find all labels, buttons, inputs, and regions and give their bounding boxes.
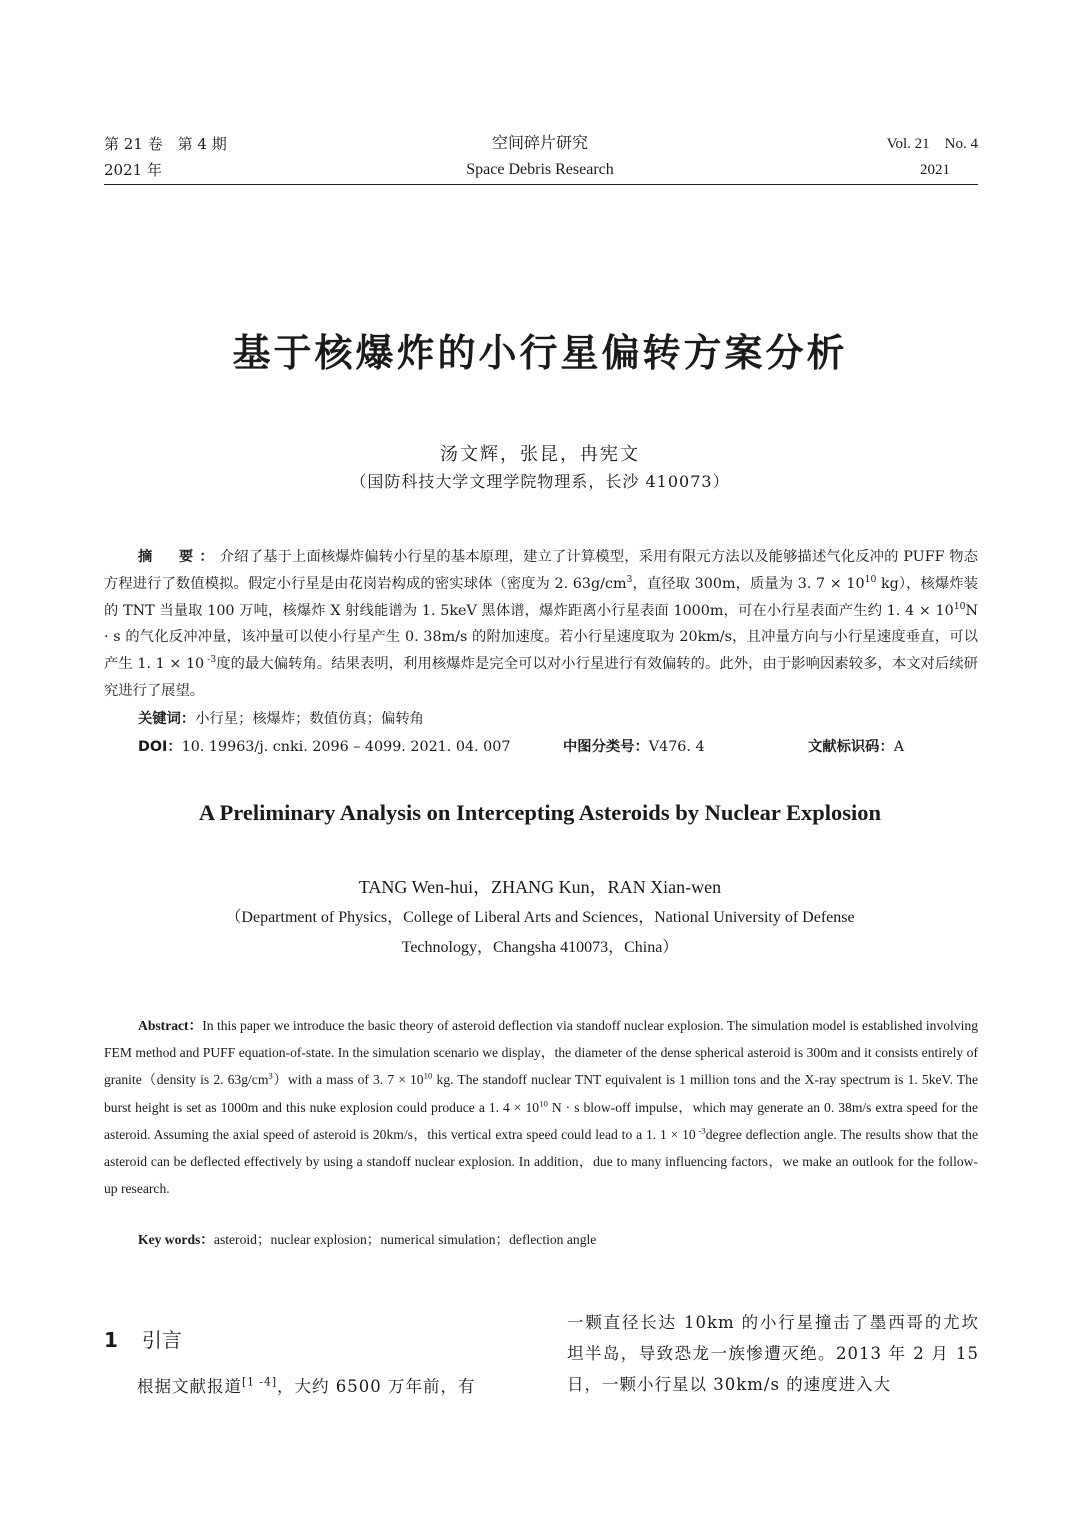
citation[interactable]: [1 -4] bbox=[242, 1375, 278, 1389]
abstract-cn bbox=[104, 544, 978, 705]
affiliation-en-line: Technology，Changsha 410073，China） bbox=[401, 939, 679, 956]
authors-en: TANG Wen-hui，ZHANG Kun，RAN Xian-wen bbox=[358, 877, 722, 897]
abstract-en bbox=[104, 1012, 978, 1202]
header-rule bbox=[104, 184, 978, 185]
abstract-en-text: kg. The standoff nuclear TNT equivalent is 1 million tons and the X-ray spectrum is 1. 5keV. The burst height is set as 1000m and this nuke explosion could produce a 1. 4 × 10 bbox=[104, 1072, 978, 1115]
clc-number bbox=[563, 736, 705, 756]
abstract-cn-text: ，直径取 300m，质量为 3. 7 × 10 bbox=[632, 575, 865, 592]
abstract-en-label: Abstract： bbox=[138, 1018, 203, 1033]
header-volume-cn: 第 21 卷 第 4 期 bbox=[104, 135, 227, 153]
superscript: 10 bbox=[864, 574, 877, 586]
document-code bbox=[808, 736, 904, 756]
section-heading bbox=[104, 1324, 182, 1353]
keywords-en-value: asteroid；nuclear explosion；numerical simulation；deflection angle bbox=[213, 1232, 597, 1247]
document-code-label: 文献标识码： bbox=[808, 739, 894, 755]
affiliation-en-line: （Department of Physics，College of Liberal Arts and Sciences，National University of Defense bbox=[225, 909, 855, 926]
header-journal-cn: 空间碎片研究 bbox=[491, 133, 588, 152]
affiliation-cn: （国防科技大学文理学院物理系，长沙 410073） bbox=[350, 472, 730, 491]
keywords-cn bbox=[138, 708, 424, 728]
superscript: -3 bbox=[695, 1125, 706, 1136]
abstract-en-text: In this paper we introduce the basic theory of asteroid deflection via standoff nuclear explosion. The simulation model is established involving FEM method and PUFF equation-of-state. In the simulation scenario we display，the diameter of the dense spherical asteroid is 300m and it consists entirely of granite（density is 2. 63g/cm bbox=[104, 1018, 978, 1088]
abstract-en-text: N · s blow-off impulse，which may generate an 0. 38m/s extra speed for the asteroid. Assuming the axial speed of asteroid is 20km/s，this vertical extra speed could lead to a 1. 1 × 10 bbox=[104, 1099, 978, 1142]
abstract-cn-text: kg），核爆炸装的 TNT 当量取 100 万吨，核爆炸 X 射线能谱为 1. 5keV 黑体谱，爆炸距离小行星表面 1000m，可在小行星表面产生约 1. 4 × 10 bbox=[104, 575, 978, 619]
abstract-cn-text: 度的最大偏转角。结果表明，利用核爆炸是完全可以对小行星进行有效偏转的。此外，由于影响因素较多，本文对后续研究进行了展望。 bbox=[104, 656, 978, 699]
superscript: 3 bbox=[626, 574, 633, 586]
keywords-en-label: Key words： bbox=[138, 1232, 214, 1247]
clc-value: V476. 4 bbox=[648, 739, 705, 755]
authors-cn: 汤文辉，张昆，冉宪文 bbox=[440, 444, 640, 465]
header-year-en: 2021 bbox=[920, 162, 950, 178]
superscript: 10 bbox=[953, 600, 966, 612]
superscript: 10 bbox=[539, 1098, 548, 1109]
keywords-en bbox=[138, 1228, 596, 1248]
abstract-cn-text: 介绍了基于上面核爆炸偏转小行星的基本原理，建立了计算模型，采用有限元方法以及能够描述气化反冲的 PUFF 物态方程进行了数值模拟。假定小行星是由花岗岩构成的密实球体（密度为 2. 63g/cm bbox=[104, 549, 979, 592]
affiliation-en bbox=[0, 903, 1080, 963]
doi bbox=[138, 736, 510, 756]
section-title: 引言 bbox=[141, 1328, 182, 1352]
keywords-cn-value: 小行星；核爆炸；数值仿真；偏转角 bbox=[195, 711, 424, 727]
paper-title-cn: 基于核爆炸的小行星偏转方案分析 bbox=[232, 331, 848, 375]
body-text: 根据文献报道 bbox=[137, 1377, 242, 1396]
abstract-en-text: degree deflection angle. The results show that the asteroid can be deflected effectively by using a standoff nuclear explosion. In addition，due to many influencing factors，we make an outlook for the follow-up research. bbox=[104, 1126, 978, 1197]
section-number: 1 bbox=[104, 1328, 118, 1352]
superscript: 3 bbox=[268, 1070, 273, 1081]
header-journal-en: Space Debris Research bbox=[466, 161, 614, 178]
body-text-left bbox=[104, 1371, 524, 1402]
superscript: -3 bbox=[204, 654, 217, 666]
document-code-value: A bbox=[893, 739, 905, 755]
header-year-cn: 2021 年 bbox=[104, 161, 162, 179]
abstract-cn-text: N · s 的气化反冲冲量，该冲量可以使小行星产生 0. 38m/s 的附加速度。若小行星速度取为 20km/s，且冲量方向与小行星速度垂直，可以产生 1. 1 × 10 bbox=[104, 602, 979, 673]
doi-value[interactable]: 10. 19963/j. cnki. 2096 – 4099. 2021. 04. 007 bbox=[181, 739, 511, 755]
doi-label: DOI： bbox=[138, 739, 182, 755]
paper-title-en: A Preliminary Analysis on Intercepting Asteroids by Nuclear Explosion bbox=[198, 800, 882, 825]
clc-label: 中图分类号： bbox=[563, 739, 649, 755]
keywords-cn-label: 关键词： bbox=[138, 711, 196, 727]
header-volume-en: Vol. 21 No. 4 bbox=[886, 136, 978, 152]
abstract-cn-label: 摘 要： bbox=[138, 549, 220, 565]
body-text: ，大约 6500 万年前，有 bbox=[277, 1377, 476, 1396]
abstract-en-text: ）with a mass of 3. 7 × 10 bbox=[272, 1072, 424, 1088]
body-text-right: 一颗直径长达 10km 的小行星撞击了墨西哥的尤坎坦半岛，导致恐龙一族惨遭灭绝。2013 年 2 月 15 日，一颗小行星以 30km/s 的速度进入大 bbox=[567, 1313, 979, 1394]
superscript: 10 bbox=[423, 1070, 433, 1081]
